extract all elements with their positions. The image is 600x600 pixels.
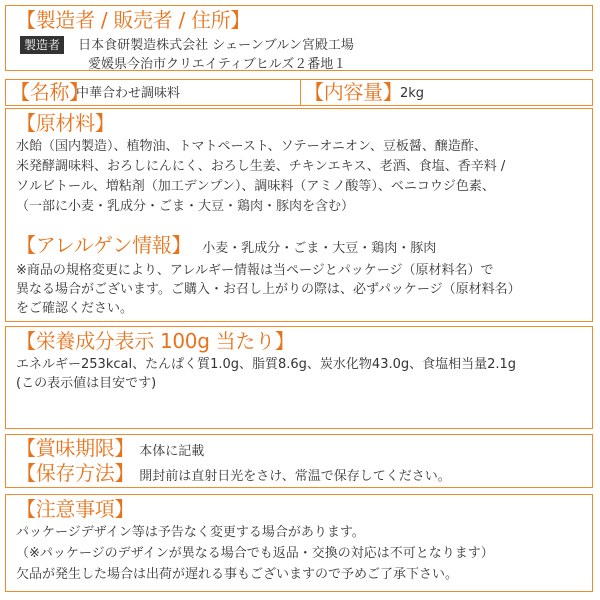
ingredients-line-4: （一部に小麦・乳成分・ごま・大豆・鶏肉・豚肉を含む） xyxy=(16,199,355,214)
ingredients-line-2: 米発酵調味料、おろしにんにく、おろし生姜、チキンエキス、老酒、食塩、香辛料 / xyxy=(16,159,506,174)
name-heading: 【名称】 xyxy=(10,80,89,104)
allergy-note-line-2: 異なる場合がございます。ご購入・お召し上がりの際は、必ずパッケージ（原材料名） xyxy=(16,282,521,297)
manufacturer-section xyxy=(5,5,593,71)
expiry-heading: 【賞味期限】 xyxy=(16,436,135,460)
ingredients-line-1: 水飴（国内製造）、植物油、トマトペースト、ソテーオニオン、豆板醤、醸造酢、 xyxy=(16,139,487,154)
notes-line-1: パッケージデザイン等は予告なく変更する場合があります。 xyxy=(16,525,365,540)
notes-line-3: 欠品が発生した場合は出荷が遅れる事もございますので予めご了承下さい。 xyxy=(16,567,459,582)
manufacturer-company: 日本食研製造株式会社 シェーンブルン宮殿工場 xyxy=(78,38,354,53)
expiry-storage-section xyxy=(5,434,593,488)
allergy-note-line-1: ※商品の規格変更により、アレルギー情報は当ページとパッケージ（原材料名）で xyxy=(16,263,494,278)
storage-value: 開封前は直射日光をさけ、常温で保存してください。 xyxy=(139,469,451,484)
manufacturer-badge: 製造者 xyxy=(20,36,64,54)
storage-row xyxy=(16,461,592,486)
manufacturer-address: 愛媛県今治市クリエイティブヒルズ２番地１ xyxy=(88,57,347,72)
allergy-note-line-3: をご確認ください。 xyxy=(16,301,134,316)
allergy-heading-row xyxy=(16,233,592,258)
name-content-section xyxy=(5,79,593,106)
name-cell xyxy=(6,80,301,105)
nutrition-line-1: エネルギー253kcal、たんぱく質1.0g、脂質8.6g、炭水化物43.0g、食塩相当量2.1g xyxy=(16,357,517,372)
name-value: 中華合わせ調味料 xyxy=(76,86,181,101)
ingredients-line-3: ソルビトール、増粘剤（加工デンプン）、調味料（アミノ酸等）、ベニコウジ色素、 xyxy=(16,179,495,194)
allergy-value: 小麦・乳成分・ごま・大豆・鶏肉・豚肉 xyxy=(202,241,437,256)
ingredients-allergy-section xyxy=(5,108,593,322)
storage-heading: 【保存方法】 xyxy=(16,461,135,485)
content-heading: 【内容量】 xyxy=(304,80,403,104)
ingredients-heading: 【原材料】 xyxy=(16,111,115,135)
nutrition-line-2: (この表示値は目安です) xyxy=(16,376,157,391)
manufacturer-heading: 【製造者 / 販売者 / 住所】 xyxy=(16,8,251,32)
allergy-heading: 【アレルゲン情報】 xyxy=(16,233,192,257)
notes-heading: 【注意事項】 xyxy=(16,497,135,521)
content-value: 2kg xyxy=(400,86,425,101)
nutrition-section xyxy=(5,326,593,429)
expiry-row xyxy=(16,436,592,461)
notes-line-2: （※パッケージのデザインが異なる場合でも返品・交換の対応は不可となります） xyxy=(16,546,494,561)
notes-section xyxy=(5,494,593,592)
nutrition-heading: 【栄養成分表示 100g 当たり】 xyxy=(16,329,295,353)
content-cell xyxy=(300,80,592,105)
expiry-value: 本体に記載 xyxy=(139,444,205,459)
manufacturer-company-row xyxy=(20,36,596,55)
